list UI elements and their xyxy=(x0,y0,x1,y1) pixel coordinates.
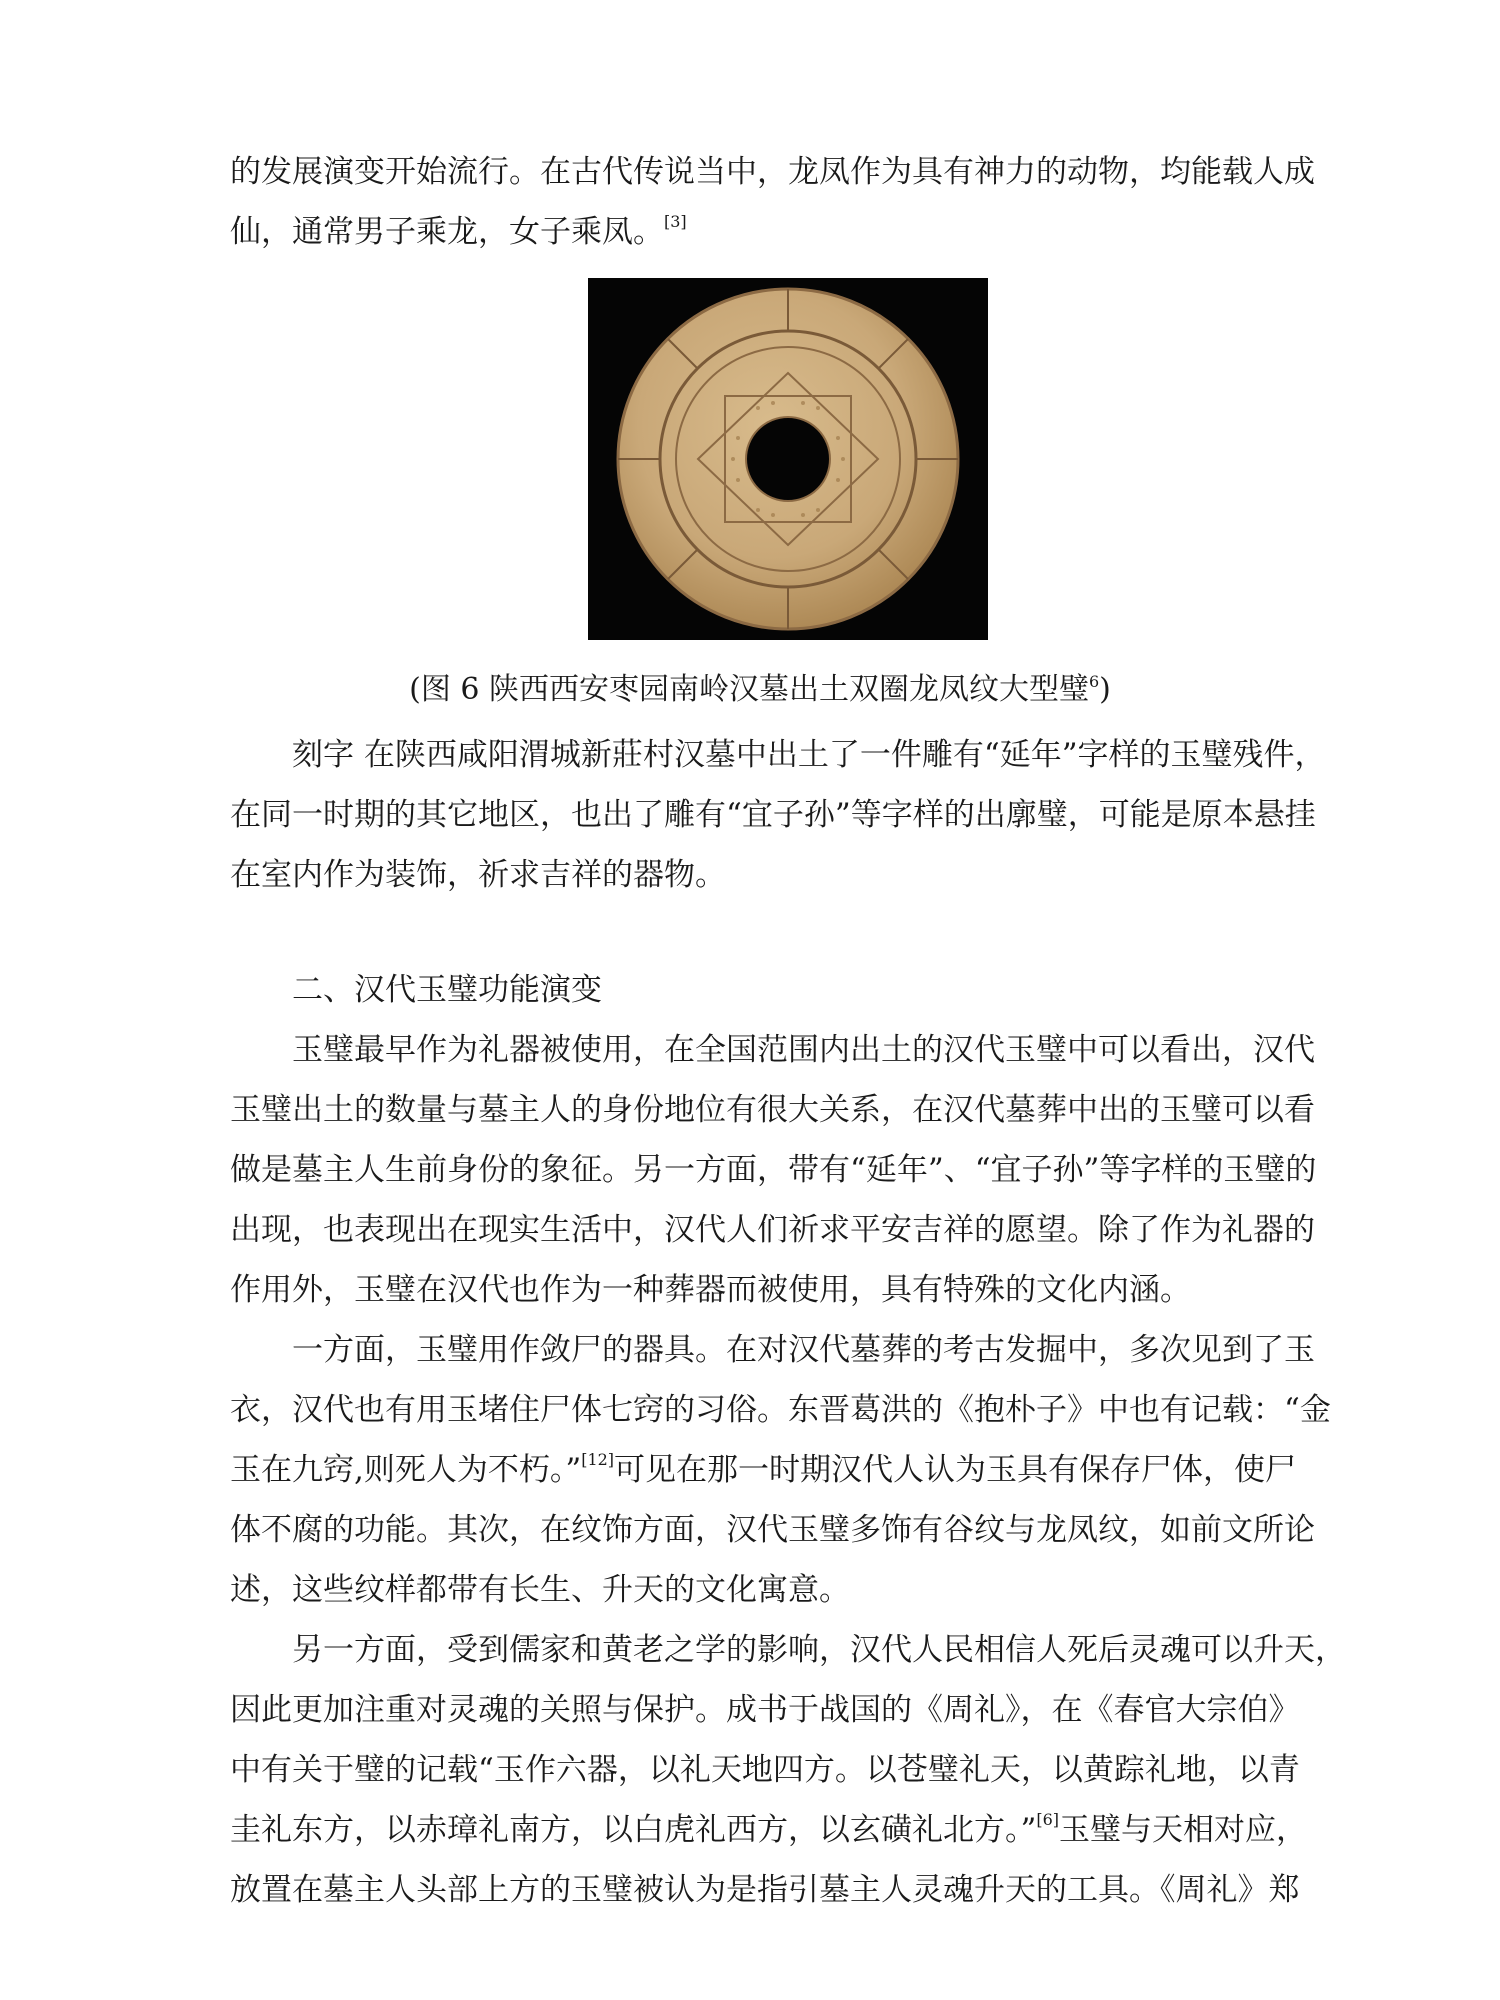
text-line: 中有关于璧的记载“玉作六器，以礼天地四方。以苍璧礼天，以黄踪礼地，以青 xyxy=(230,1752,1300,1788)
text-line: 在室内作为装饰，祈求吉祥的器物。 xyxy=(230,857,726,893)
text-line: 刻字 在陕西咸阳渭城新莊村汉墓中出土了一件雕有“延年”字样的玉璧残件， xyxy=(292,737,1326,773)
paragraph-1 xyxy=(230,1020,1317,1320)
text-line: 一方面，玉璧用作敛尸的器具。在对汉代墓葬的考古发掘中，多次见到了玉 xyxy=(292,1332,1315,1368)
text-line: 圭礼东方，以赤璋礼南方，以白虎礼西方，以玄磺礼北方。”[6]玉璧与天相对应， xyxy=(230,1810,1308,1848)
text-line: 玉在九窍,则死人为不朽。”[12]可见在那一时期汉代人认为玉具有保存尸体，使尸 xyxy=(230,1450,1297,1488)
figure-caption: (图 6 陕西西安枣园南岭汉墓出土双圈龙凤纹大型璧$^6$) xyxy=(409,672,1111,707)
paragraph-2 xyxy=(230,1320,1331,1620)
jade-bi-disc-photo xyxy=(588,278,988,640)
text-line: 仙，通常男子乘龙，女子乘凤。[3] xyxy=(230,212,687,250)
text-line: 出现，也表现出在现实生活中，汉代人们祈求平安吉祥的愿望。除了作为礼器的 xyxy=(230,1212,1315,1248)
text-line: 因此更加注重对灵魂的关照与保护。成书于战国的《周礼》，在《春官大宗伯》 xyxy=(230,1692,1300,1728)
top-paragraph xyxy=(230,142,1315,262)
text-line: 在同一时期的其它地区，也出了雕有“宜子孙”等字样的出廓璧，可能是原本悬挂 xyxy=(230,797,1316,833)
section-heading-block xyxy=(230,960,1290,1020)
text-line: 放置在墓主人头部上方的玉璧被认为是指引墓主人灵魂升天的工具。《周礼》郑 xyxy=(230,1872,1300,1908)
paragraph-3 xyxy=(230,1620,1346,1920)
carving-paragraph xyxy=(230,725,1326,905)
text-line: 的发展演变开始流行。在古代传说当中，龙凤作为具有神力的动物，均能载人成 xyxy=(230,154,1315,190)
section-heading: 二、汉代玉璧功能演变 xyxy=(292,972,602,1008)
text-line: 另一方面，受到儒家和黄老之学的影响，汉代人民相信人死后灵魂可以升天， xyxy=(292,1632,1346,1668)
text-line: 衣，汉代也有用玉堵住尸体七窍的习俗。东晋葛洪的《抱朴子》中也有记载：“金 xyxy=(230,1392,1331,1428)
text-line: 体不腐的功能。其次，在纹饰方面，汉代玉璧多饰有谷纹与龙凤纹，如前文所论 xyxy=(230,1512,1315,1548)
citation: [3] xyxy=(664,212,687,231)
text-line: 玉璧出土的数量与墓主人的身份地位有很大关系，在汉代墓葬中出的玉璧可以看 xyxy=(230,1092,1315,1128)
text-line: 作用外，玉璧在汉代也作为一种葬器而被使用，具有特殊的文化内涵。 xyxy=(230,1272,1191,1308)
text-line: 述，这些纹样都带有长生、升天的文化寓意。 xyxy=(230,1572,850,1608)
citation: [12] xyxy=(581,1450,615,1469)
citation: [6] xyxy=(1036,1810,1060,1829)
text-line: 玉璧最早作为礼器被使用，在全国范围内出土的汉代玉璧中可以看出，汉代 xyxy=(292,1032,1315,1068)
text-line: 做是墓主人生前身份的象征。另一方面，带有“延年”、“宜子孙”等字样的玉璧的 xyxy=(230,1152,1317,1188)
